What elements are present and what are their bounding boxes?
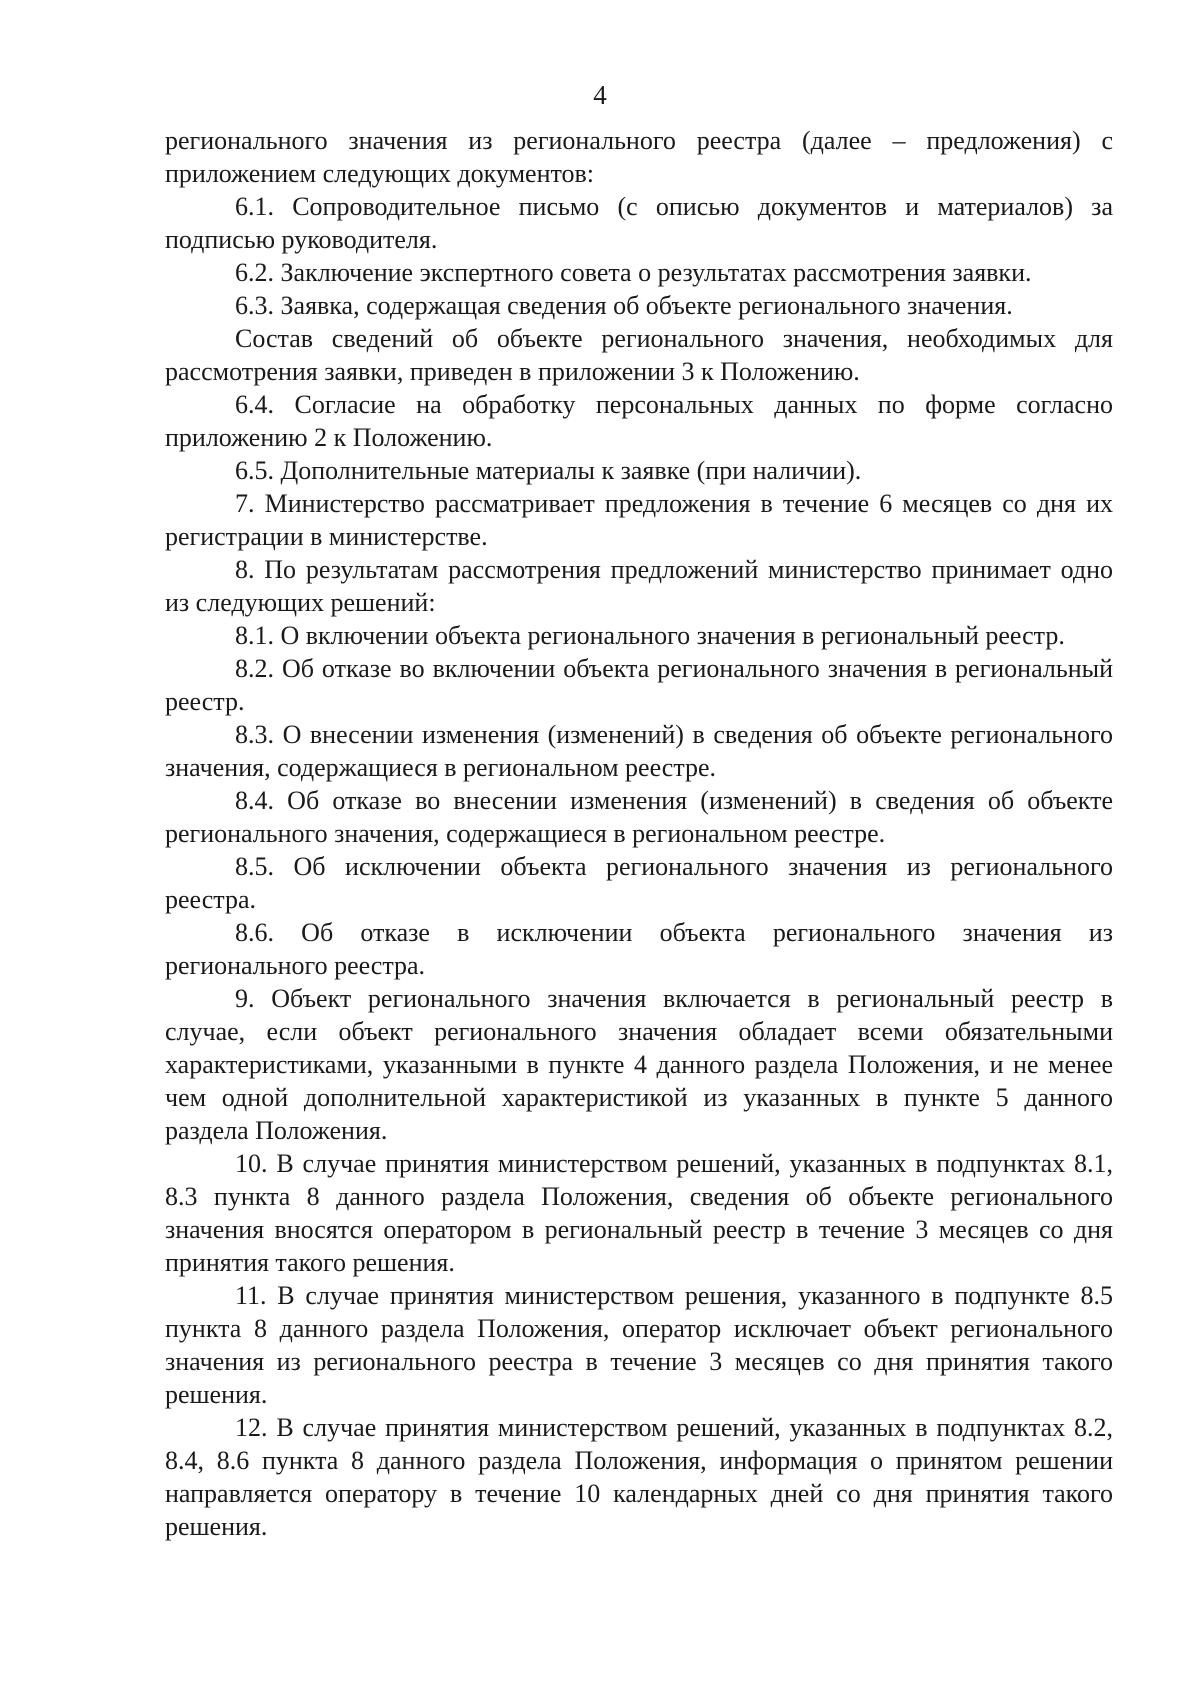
- paragraph: 6.4. Согласие на обработку персональных данных по форме согласно приложению 2 к Положению.: [165, 390, 1113, 452]
- paragraph: 6.3. Заявка, содержащая сведения об объекте регионального значения.: [235, 291, 1013, 320]
- paragraph: 6.1. Сопроводительное письмо (с описью документов и материалов) за подписью руководителя.: [165, 192, 1113, 254]
- paragraph: 10. В случае принятия министерством решений, указанных в подпунктах 8.1, 8.3 пункта 8 данного раздела Положения, сведения об объекте регионального значения вносятся оператором в региональный реестр в течение 3 месяцев со дня принятия такого решения.: [165, 1149, 1113, 1277]
- paragraph: Состав сведений об объекте регионального значения, необходимых для рассмотрения заявки, приведен в приложении 3 к Положению.: [165, 324, 1113, 386]
- paragraph: 8.2. Об отказе во включении объекта регионального значения в региональный реестр.: [165, 654, 1113, 716]
- paragraph: 12. В случае принятия министерством решений, указанных в подпунктах 8.2, 8.4, 8.6 пункта 8 данного раздела Положения, информация о принятом решении направляется оператору в течение 10 календарных дней со дня принятия такого решения.: [165, 1413, 1113, 1541]
- paragraph: 11. В случае принятия министерством решения, указанного в подпункте 8.5 пункта 8 данного раздела Положения, оператор исключает объект регионального значения из регионального реестра в течение 3 месяцев со дня принятия такого решения.: [165, 1281, 1113, 1409]
- paragraph: 6.5. Дополнительные материалы к заявке (при наличии).: [235, 456, 862, 485]
- paragraph: 8.1. О включении объекта регионального значения в региональный реестр.: [235, 621, 1065, 650]
- paragraph: 7. Министерство рассматривает предложения в течение 6 месяцев со дня их регистрации в министерстве.: [165, 489, 1113, 551]
- page-number: 4: [593, 80, 607, 110]
- paragraph: 8.3. О внесении изменения (изменений) в сведения об объекте регионального значения, содержащиеся в региональном реестре.: [165, 720, 1113, 782]
- paragraph: 6.2. Заключение экспертного совета о результатах рассмотрения заявки.: [235, 258, 1032, 287]
- document-body: [165, 124, 1113, 1543]
- paragraph: 8.4. Об отказе во внесении изменения (изменений) в сведения об объекте регионального значения, содержащиеся в региональном реестре.: [165, 786, 1113, 848]
- paragraph: регионального значения из регионального реестра (далее – предложения) с приложением следующих документов:: [165, 126, 1113, 188]
- paragraph: 9. Объект регионального значения включается в региональный реестр в случае, если объект регионального значения обладает всеми обязательными характеристиками, указанными в пункте 4 данного раздела Положения, и не менее чем одной дополнительной характеристикой из указанных в пункте 5 данного раздела Положения.: [165, 984, 1113, 1145]
- paragraph: 8.5. Об исключении объекта регионального значения из регионального реестра.: [165, 852, 1113, 914]
- paragraph: 8. По результатам рассмотрения предложений министерство принимает одно из следующих решений:: [165, 555, 1113, 617]
- paragraph: 8.6. Об отказе в исключении объекта регионального значения из регионального реестра.: [165, 918, 1113, 980]
